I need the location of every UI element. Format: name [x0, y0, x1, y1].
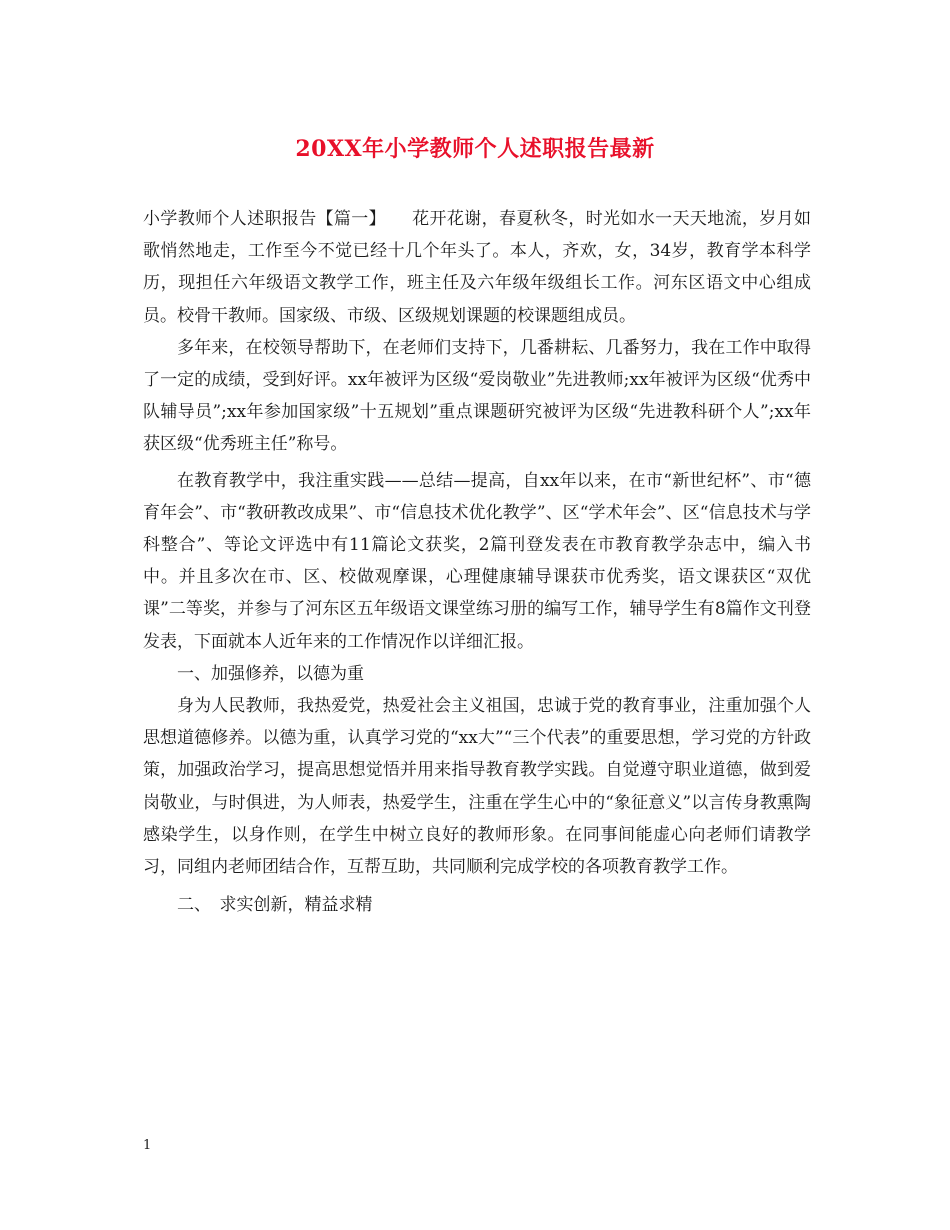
section-heading-1: 一、加强修养，以德为重	[177, 663, 364, 684]
document-body	[143, 203, 811, 921]
section-heading-2: 二、 求实创新，精益求精	[177, 895, 373, 916]
paragraph-intro: 小学教师个人述职报告【篇一】 花开花谢，春夏秋冬，时光如水一天天地流，岁月如歌悄然地走，工作至今不觉已经十几个年头了。本人，齐欢，女，34岁，教育学本科学历，现担任六年级语文教学工作，班主任及六年级年级组长工作。河东区语文中心组成员。校骨干教师。国家级、市级、区级规划课题的校课题组成员。	[143, 209, 811, 326]
document-title: 20XX年小学教师个人述职报告最新	[295, 136, 655, 162]
page-number: 1	[143, 1138, 152, 1153]
paragraph-morality: 身为人民教师，我热爱党，热爱社会主义祖国，忠诚于党的教育事业，注重加强个人思想道德修养。以德为重，认真学习党的“xx大”“三个代表”的重要思想，学习党的方针政策，加强政治学习，提高思想觉悟并用来指导教育教学实践。自觉遵守职业道德，做到爱岗敬业，与时俱进，为人师表，热爱学生，注重在学生心中的“象征意义”以言传身教熏陶感染学生，以身作则，在学生中树立良好的教师形象。在同事间能虚心向老师们请教学习，同组内老师团结合作，互帮互助，共同顺利完成学校的各项教育教学工作。	[143, 696, 811, 878]
paragraph-teaching: 在教育教学中，我注重实践——总结—提高，自xx年以来，在市“新世纪杯”、市“德育年会”、市“教研教改成果”、市“信息技术优化教学”、区“学术年会”、区“信息技术与学科整合”、等论文评选中有11篇论文获奖，2篇刊登发表在市教育教学杂志中，编入书中。并且多次在市、区、校做观摩课，心理健康辅导课获市优秀奖，语文课获区“双优课”二等奖，并参与了河东区五年级语文课堂练习册的编写工作，辅导学生有8篇作文刊登发表，下面就本人近年来的工作情况作以详细汇报。	[143, 470, 811, 652]
paragraph-achievements: 多年来，在校领导帮助下，在老师们支持下，几番耕耘、几番努力，我在工作中取得了一定的成绩，受到好评。xx年被评为区级“爱岗敬业”先进教师;xx年被评为区级“优秀中队辅导员”;xx年参加国家级”十五规划”重点课题研究被评为区级“先进教科研个人”;xx年获区级“优秀班主任”称号。	[143, 337, 811, 455]
